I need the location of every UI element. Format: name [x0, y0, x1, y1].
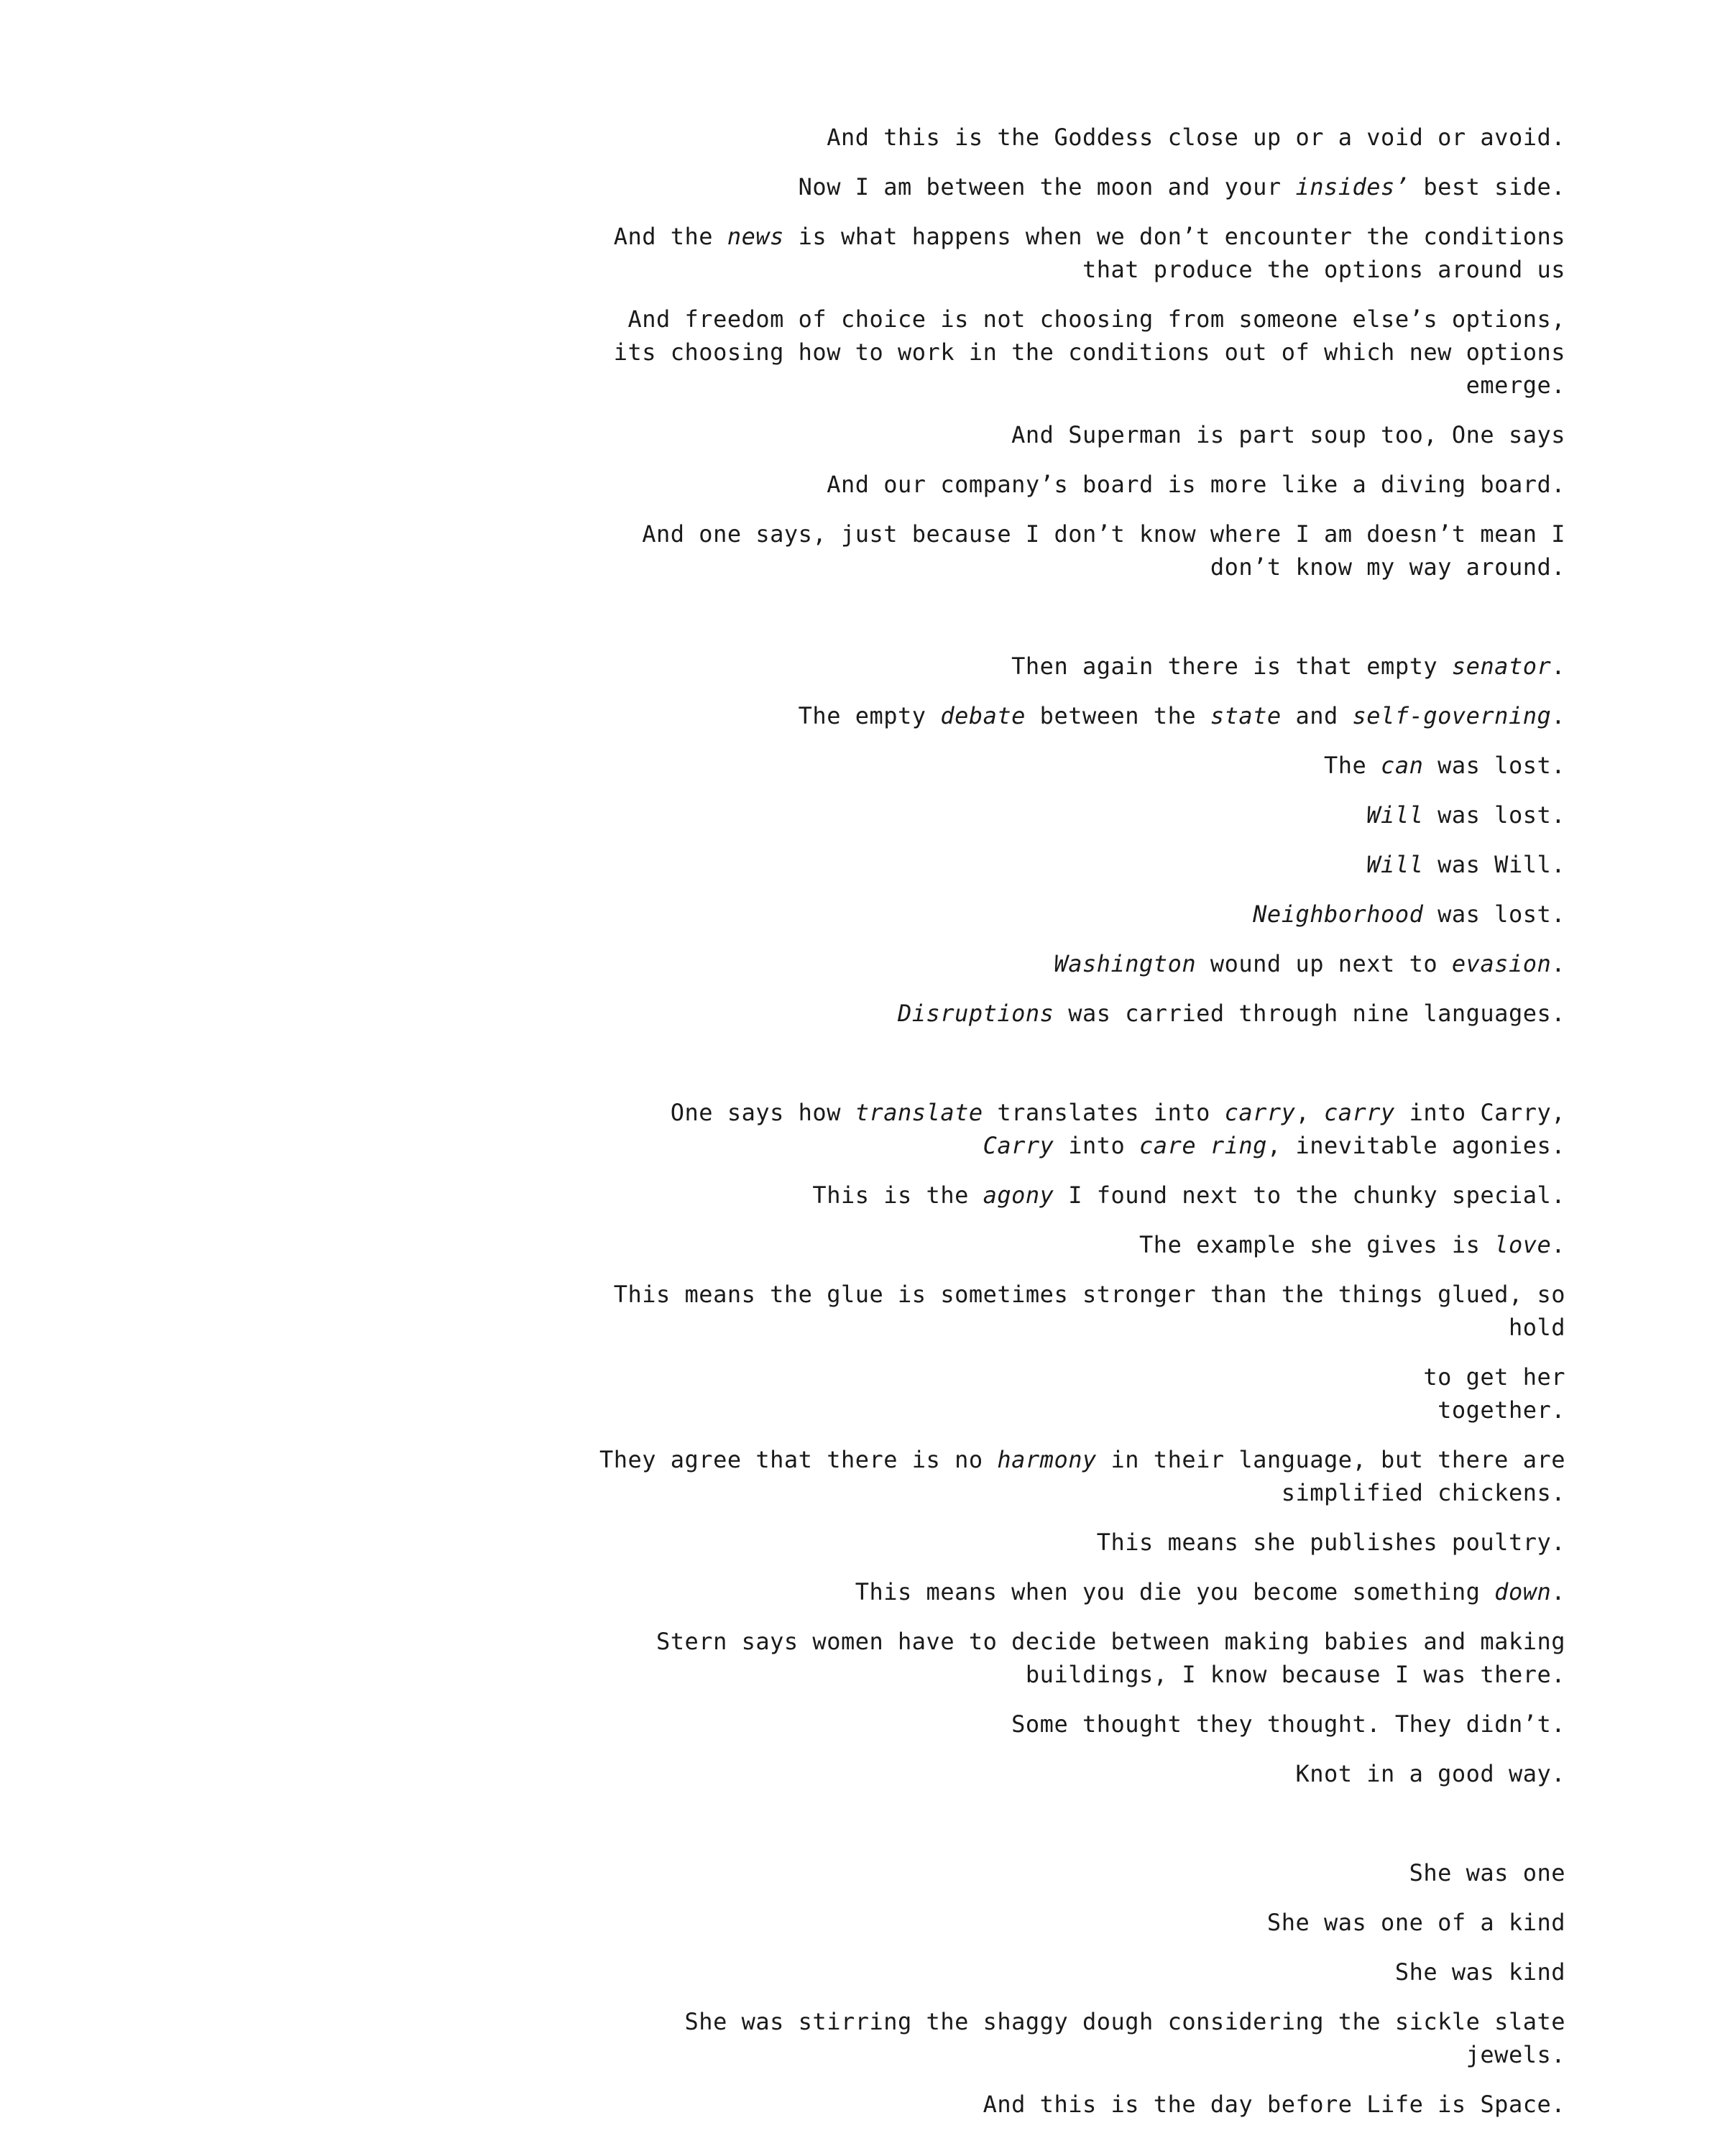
line-text: They agree that there is no	[599, 1446, 998, 1473]
italic-word: carry	[1224, 1099, 1296, 1126]
poem-line	[589, 2005, 1565, 2071]
line-text: One says how	[670, 1099, 855, 1126]
line-text: was carried through nine languages.	[1054, 1000, 1565, 1027]
line-text: is what happens when we don’t encounter the conditions that produce the options around us	[783, 223, 1565, 283]
poem-line	[589, 947, 1565, 980]
line-text: And this is the day before Life is Space.	[983, 2091, 1565, 2118]
italic-word: Will	[1366, 851, 1424, 878]
poem-text	[589, 121, 1565, 2137]
italic-word: carry	[1323, 1099, 1395, 1126]
line-text: She was one	[1409, 1859, 1565, 1886]
poem-line	[589, 1906, 1565, 1939]
line-text: And our company’s board is more like a diving board.	[827, 471, 1565, 498]
line-text: .	[1551, 653, 1565, 680]
poem-line	[589, 1278, 1565, 1344]
italic-word: state	[1210, 702, 1282, 729]
italic-word: down	[1494, 1578, 1552, 1606]
poem-line	[589, 1096, 1565, 1162]
italic-word: agony	[983, 1181, 1054, 1209]
line-text: And this is the Goddess close up or a void or avoid.	[827, 124, 1565, 151]
line-text: The	[1323, 752, 1381, 779]
line-text: She was kind	[1394, 1958, 1565, 1986]
poem-line	[589, 699, 1565, 732]
poem-line	[589, 517, 1565, 584]
line-text: This means the glue is sometimes stronger than the things glued, so hold	[613, 1281, 1565, 1341]
line-text: Knot in a good way.	[1295, 1760, 1565, 1787]
line-text: This means when you die you become something	[855, 1578, 1495, 1606]
line-text: translates into	[983, 1099, 1225, 1126]
line-text: best side.	[1409, 173, 1565, 201]
poem-line	[589, 1179, 1565, 1212]
line-text: Now I am between the moon and your	[798, 173, 1296, 201]
poem-line	[589, 170, 1565, 203]
line-text: .	[1551, 1578, 1565, 1606]
poem-line	[589, 997, 1565, 1030]
poem-line	[589, 650, 1565, 683]
line-text: wound up next to	[1196, 950, 1452, 977]
poem-line	[589, 1757, 1565, 1790]
line-text: And freedom of choice is not choosing from someone else’s options, its choosing how to work in the conditions out of which new options emerge.	[613, 305, 1565, 399]
line-text: to get her	[1423, 1363, 1565, 1391]
poem-line	[589, 898, 1565, 931]
poem-line	[589, 1955, 1565, 1989]
line-text: was Will.	[1423, 851, 1565, 878]
line-text: was lost.	[1423, 801, 1565, 829]
italic-word: harmony	[997, 1446, 1097, 1473]
stanza-break	[589, 1046, 1565, 1096]
line-text: .	[1551, 1231, 1565, 1258]
italic-word: can	[1381, 752, 1424, 779]
poem-line	[589, 1856, 1565, 1889]
italic-word: Disruptions	[898, 1000, 1054, 1027]
line-text: in their language, but there are simplified chickens.	[1096, 1446, 1565, 1506]
line-text: ,	[1295, 1099, 1324, 1126]
line-text: Stern says women have to decide between making babies and making buildings, I know because I was there.	[656, 1628, 1565, 1688]
poem-line	[589, 121, 1565, 154]
italic-word: Neighborhood	[1253, 900, 1424, 928]
line-text: was lost.	[1423, 752, 1565, 779]
line-text: together.	[1438, 1396, 1565, 1424]
italic-word: evasion	[1451, 950, 1552, 977]
italic-word: translate	[855, 1099, 983, 1126]
line-text: between the	[1025, 702, 1210, 729]
poem-line	[589, 1708, 1565, 1741]
line-text: I found next to the chunky special.	[1054, 1181, 1565, 1209]
poem-line	[589, 1625, 1565, 1691]
line-text: And the	[613, 223, 727, 250]
line-text: Some thought they thought. They didn’t.	[1011, 1710, 1565, 1738]
line-text: The empty	[798, 702, 941, 729]
poem-line	[589, 1575, 1565, 1608]
poem-line	[589, 749, 1565, 782]
poem-line	[589, 2088, 1565, 2121]
poem-line	[589, 1228, 1565, 1261]
line-text: Then again there is that empty	[1011, 653, 1452, 680]
italic-word: love	[1494, 1231, 1552, 1258]
line-text: This is the	[812, 1181, 983, 1209]
poem-line	[589, 798, 1565, 831]
poem-line	[589, 220, 1565, 286]
line-text: into	[1054, 1132, 1140, 1159]
line-text: and	[1281, 702, 1353, 729]
poem-line	[589, 848, 1565, 881]
line-text: .	[1551, 702, 1565, 729]
line-text: .	[1551, 950, 1565, 977]
italic-word: Will	[1366, 801, 1424, 829]
poem-line	[589, 468, 1565, 501]
poem-line	[589, 1360, 1565, 1427]
stanza-break	[589, 1807, 1565, 1856]
italic-word: Carry	[983, 1132, 1054, 1159]
line-text: The example she gives is	[1139, 1231, 1495, 1258]
line-text: She was one of a kind	[1266, 1909, 1565, 1936]
line-text: And one says, just because I don’t know where I am doesn’t mean I don’t know my way around.	[642, 520, 1565, 581]
line-text: This means she publishes poultry.	[1096, 1529, 1565, 1556]
line-text: And Superman is part soup too, One says	[1011, 421, 1565, 448]
line-text: She was stirring the shaggy dough considering the sickle slate jewels.	[684, 2008, 1565, 2068]
line-text: was lost.	[1423, 900, 1565, 928]
italic-word: self-governing	[1352, 702, 1552, 729]
poem-line	[589, 1526, 1565, 1559]
poem-line	[589, 1443, 1565, 1509]
poem-line	[589, 418, 1565, 451]
line-text: , inevitable agonies.	[1266, 1132, 1565, 1159]
italic-word: insides’	[1295, 173, 1409, 201]
poem-line	[589, 303, 1565, 402]
stanza-break	[589, 600, 1565, 650]
italic-word: Washington	[1054, 950, 1197, 977]
italic-word: care ring	[1139, 1132, 1267, 1159]
line-text: into Carry,	[1394, 1099, 1565, 1126]
italic-word: news	[727, 223, 784, 250]
italic-word: debate	[940, 702, 1026, 729]
italic-word: senator	[1451, 653, 1552, 680]
